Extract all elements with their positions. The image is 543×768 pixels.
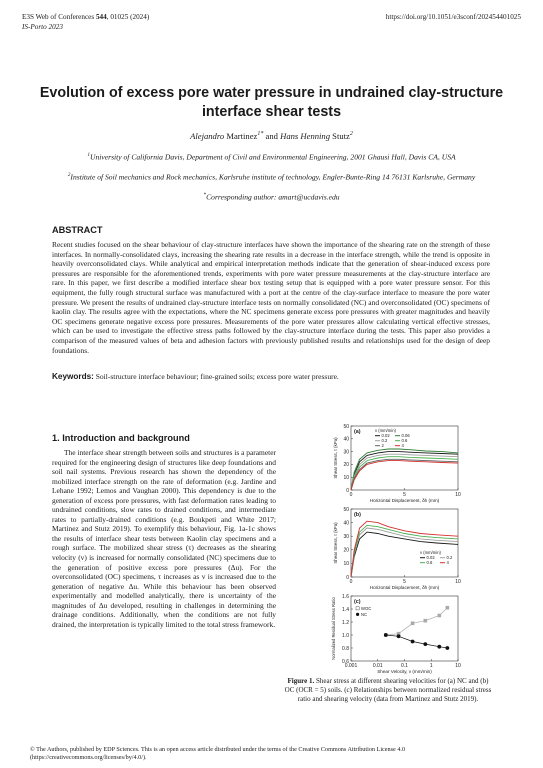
panel-tag: (b) [354, 512, 361, 518]
y-axis-label: Normalized Residual Stress Ratio [331, 597, 336, 660]
conference-name: IS-Porto 2023 [22, 23, 63, 31]
series-line-2 [351, 459, 458, 490]
x-axis-label: Horizontal Displacement, δh (mm) [369, 585, 440, 590]
keywords-text: Soil-structure interface behaviour; fine-grained soils; excess pore water pressure. [95, 372, 339, 381]
data-point-NC [411, 640, 415, 644]
data-point-WOC [438, 614, 442, 618]
author1-last: Martinez [226, 131, 258, 141]
running-header [22, 13, 149, 22]
author-and: and [265, 131, 278, 141]
legend-label: 0.06 [401, 433, 410, 438]
legend-label: 2 [381, 443, 384, 448]
legend-label: WOC [361, 606, 372, 611]
x-tick-label: 1 [429, 663, 433, 669]
series-line-0.6 [351, 525, 458, 577]
corresponding-text: Corresponding author: amart@ucdavis.edu [206, 192, 340, 202]
panel-b [333, 507, 461, 590]
legend-label: 4 [401, 443, 404, 448]
data-point-NC [445, 646, 449, 650]
panel-tag: (c) [354, 599, 361, 605]
affiliation-1-sup: 1 [87, 152, 90, 158]
caption-label: Figure 1. [287, 677, 315, 685]
affiliation-2-sup: 2 [67, 172, 71, 178]
y-tick-label: 50 [343, 423, 349, 430]
data-point-NC [423, 642, 427, 646]
x-tick-label: 10 [455, 492, 461, 498]
legend-label: 0.6 [401, 438, 408, 443]
doi-link[interactable]: https://doi.org/10.1051/e3sconf/202454401025 [385, 13, 521, 21]
series-line-0.6 [351, 457, 458, 490]
corresponding-sup: * [203, 192, 207, 198]
article-number: , 01025 (2024) [106, 13, 150, 21]
corresponding-author [40, 191, 503, 202]
data-point-NC [397, 634, 401, 638]
figure-caption [283, 677, 493, 704]
data-point-WOC [424, 619, 428, 623]
y-tick-label: 1.2 [342, 619, 349, 626]
trend-line-WOC [386, 608, 448, 635]
legend-swatch [356, 613, 359, 616]
figure-1 [283, 418, 498, 675]
legend-title: v (mm/min) [420, 550, 441, 555]
affiliation-2 [40, 171, 503, 182]
x-tick-label: 10 [455, 579, 461, 585]
x-tick-label: 0 [349, 492, 353, 498]
x-tick-label: 0.1 [401, 663, 408, 669]
y-tick-label: 40 [343, 520, 349, 527]
author2-last: Stutz [332, 131, 350, 141]
y-tick-label: 30 [343, 534, 349, 540]
section-heading: 1. Introduction and background [52, 433, 190, 443]
series-line-4 [351, 461, 458, 490]
y-tick-label: 0 [346, 574, 349, 581]
y-tick-label: 0 [346, 487, 349, 494]
y-tick-label: 1.4 [342, 606, 349, 613]
panel-c [331, 594, 461, 674]
x-tick-label: 10 [455, 663, 461, 669]
data-point-NC [437, 645, 441, 649]
author2-sup: 2 [349, 131, 353, 138]
intro-text: The interface shear strength between soils and structures is a parameter required for the engineering design of structures like deep foundations and soil nail systems. Previous research has shown the dependency of the mobilized interface strength on the rate of deformation (e.g. Jardine and Lehane 1992; Lemos and Vaughan 2000). This dependency is due to the generation of excess pore pressures, with fast deformation rates leading to undrained conditions, slow rates to drained conditions, and intermediate rates to partially-drained conditions (e.g. Boukpeti and White 2017; Martinez and Stutz 2019). To exemplify this behaviour, Fig. 1a-1c shows the results of interface shear tests between Kaolin clay specimens and a rough surface. The mobilized shear stress (τ) decreases as the shearing velocity (v) is increased for normally consolidated (NC) specimens due to the generation of positive excess pore pressures (Δu). For the overconsolidated (OC) specimens, τ increases as v is increased due to the generation of negative Δu. While this behaviour has been observed experimentally and modelled analytically, there is uncertainty of the magnitudes of Δu developed, resulting in challenges in determining the drainage conditions. Additionally, when the conditions are not fully drained, the interpretation is typically limited to the total stress framework. [52, 448, 276, 629]
journal-volume: 544 [95, 13, 107, 21]
author-list [30, 131, 513, 141]
x-axis-label: Horizontal Displacement, δh (mm) [369, 498, 440, 503]
y-tick-label: 0.6 [342, 658, 349, 665]
y-axis-label: Shear Stress, τ (kPa) [333, 437, 338, 479]
y-tick-label: 20 [343, 462, 349, 469]
keywords-label: Keywords: [52, 372, 94, 381]
author1-first: Alejandro [190, 131, 225, 141]
affiliation-1 [40, 151, 503, 162]
y-tick-label: 1.0 [342, 632, 349, 639]
legend-label: 0.02 [426, 555, 435, 560]
y-tick-label: 10 [343, 561, 349, 568]
series-line-0.02 [351, 532, 458, 577]
legend-label: NC [361, 612, 368, 617]
x-tick-label: 0.01 [372, 663, 383, 669]
x-tick-label: 5 [403, 492, 406, 498]
legend-label: 0.6 [426, 560, 433, 565]
author2-first: Hans Henning [280, 131, 331, 141]
legend-swatch [356, 607, 359, 610]
x-axis-label: Shear Velocity, v (mm/min) [377, 669, 432, 674]
license-footer: © The Authors, published by EDP Sciences. This is an open access article distributed under the terms of the Creative Commons Attribution License 4.0 (https://creativecommons.org/licenses/by/4.0/). [30, 746, 406, 761]
abstract-text: Recent studies focused on the shear behaviour of clay-structure interfaces have shown the importance of the shearing rate on the strength of these interfaces. In normally-consolidated clays, increasing the shearing rate results in a decrease in the interface strength, while the trend is opposite in heavily overconsolidated clays. While analytical and empirical interpretation methods indicate that the generation of shear-induced excess pore pressures are responsible for the aforementioned trends, experiments with pore water pressure measurements at the clay-structure interface are rare. In this paper, we first describe a modified interface shear box testing setup that is equipped with a pore water pressure sensor. For this equipment, the fully rough structural surface was manufactured with a port at the centre of the clay-surface interface to measure the pore water pressure. We present the results of undrained clay-structure interface tests on normally consolidated (NC) and overconsolidated (OC) specimens of kaolin clay. The results agree with the expectations, where the NC specimens generate excess pore pressures with greater magnitudes and heavily OC specimens generate negative excess pore pressures. Measurements of the pore water pressures allow calculating vertical effective stresses, which can be used to investigate the effective stress paths followed by the clay-structure interface during the tests. This paper also provides a comparison of the measured values of beta and adhesion factors with previously published results and relationships used for the design of deep foundations. [52, 240, 490, 355]
x-tick-label: 0 [349, 579, 353, 585]
affiliation-1-text: University of California Davis, Department of Civil and Environmental Engineering, 2001 Ghausi Hall, Davis CA, USA [89, 152, 456, 162]
legend-label: 0.2 [381, 438, 388, 443]
y-tick-label: 30 [343, 449, 349, 456]
panel-a [333, 424, 461, 503]
legend-title: v (mm/min) [375, 428, 396, 433]
legend-label: 0.02 [381, 433, 390, 438]
legend-label: 4 [446, 560, 449, 565]
data-point-WOC [411, 622, 415, 626]
y-tick-label: 40 [343, 436, 349, 443]
y-tick-label: 1.6 [342, 593, 349, 600]
data-point-NC [384, 633, 388, 637]
legend-label: 0.2 [446, 555, 453, 560]
y-tick-label: 0.8 [342, 645, 349, 652]
journal-name: E3S Web of Conferences [22, 13, 95, 21]
panel-tag: (a) [354, 429, 361, 435]
y-tick-label: 10 [343, 475, 349, 481]
x-tick-label: 5 [403, 579, 406, 585]
keywords [52, 372, 490, 381]
abstract-heading: ABSTRACT [52, 225, 103, 235]
paper-title: Evolution of excess pore water pressure in undrained clay-structure interface shear tests [39, 85, 504, 120]
data-point-WOC [446, 606, 450, 610]
x-tick-label: 0.001 [344, 663, 358, 669]
affiliation-2-text: Institute of Soil mechanics and Rock mechanics, Karlsruhe institute of technology, Engler-Bunte-Ring 14 76131 Karlsruhe, Germany [70, 172, 476, 182]
y-tick-label: 50 [343, 506, 349, 513]
series-line-4 [351, 521, 458, 577]
y-tick-label: 20 [343, 547, 349, 554]
caption-text: Shear stress at different shearing velocities for (a) NC and (b) OC (OCR = 5) soils. (c) Relationships between normalized residual stress ratio and shearing velocity (data from Martinez and Stutz 2019). [284, 677, 492, 703]
author1-sup: 1* [257, 131, 264, 138]
y-axis-label: Shear Stress, τ (kPa) [333, 522, 338, 564]
